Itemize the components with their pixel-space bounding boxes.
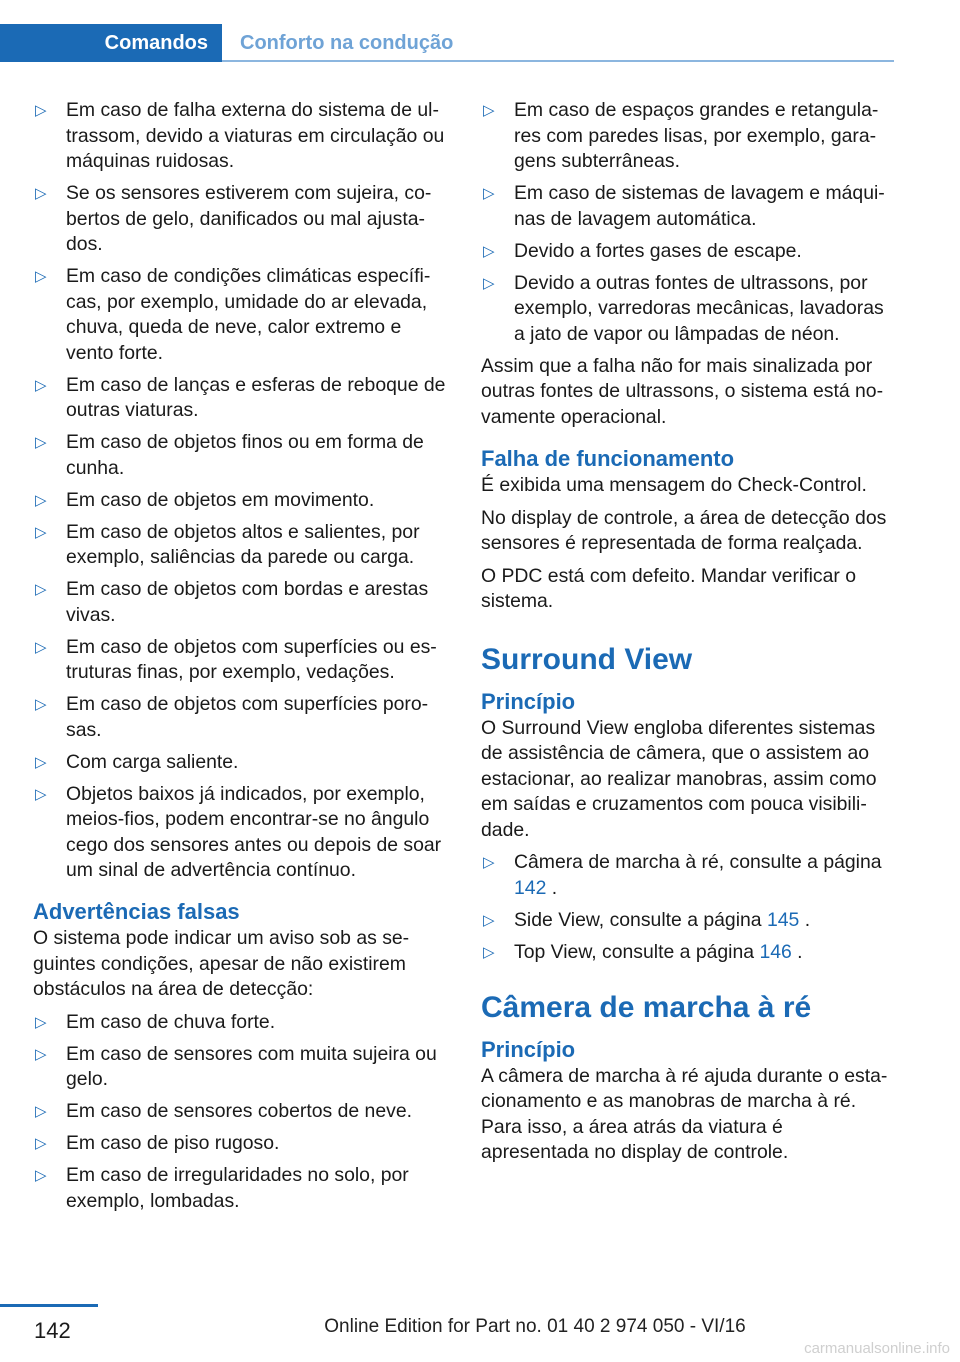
list-item [33, 430, 447, 481]
triangle-bullet-icon: ▷ [35, 696, 47, 713]
surround-view-heading: Surround View [481, 642, 693, 676]
triangle-bullet-icon: ▷ [35, 1135, 47, 1152]
list-item [481, 271, 895, 348]
list-item [33, 1042, 447, 1093]
list-item [481, 239, 895, 265]
rear-camera-text: A câmera de marcha à ré ajuda durante o estacionamento e as manobras de marcha à ré. Para isso, a área atrás da viatura é apresentada no display de controle. [481, 1064, 888, 1163]
list-item-text: Em caso de objetos altos e salientes, por exemplo, saliências da parede ou carga. [66, 520, 420, 568]
right-column [481, 98, 895, 1173]
list-item [33, 692, 447, 743]
list-item [481, 908, 895, 934]
triangle-bullet-icon: ▷ [35, 102, 47, 119]
list-item-text: Em caso de objetos finos ou em forma de cunha. [66, 431, 424, 479]
page-reference-link[interactable]: 146 [759, 940, 792, 963]
list-item-text: Em caso de objetos em movimento. [66, 488, 375, 511]
list-item [33, 488, 447, 514]
list-item [33, 181, 447, 258]
list-item [33, 1131, 447, 1157]
malfunction-text-1: É exibida uma mensagem do Check-Control. [481, 474, 867, 496]
page-number-rule [0, 1304, 98, 1307]
triangle-bullet-icon: ▷ [35, 268, 47, 285]
list-item [481, 850, 895, 901]
triangle-bullet-icon: ▷ [35, 491, 47, 509]
list-item-suffix: . [791, 940, 803, 963]
section-tab-active[interactable] [0, 24, 222, 62]
right-bullet-list-1 [481, 98, 895, 347]
list-item-text: Em caso de condições climáticas específicas, por exemplo, umidade do ar elevada, chuva, queda de neve, calor extremo e vento forte. [66, 265, 431, 364]
triangle-bullet-icon: ▷ [483, 274, 495, 292]
list-item-text: Side View, consulte a página [514, 908, 767, 931]
malfunction-heading: Falha de funcionamento [481, 446, 735, 471]
list-item [33, 750, 447, 776]
triangle-bullet-icon: ▷ [483, 185, 495, 202]
section-tab-inactive-label: Conforto na condução [240, 31, 454, 54]
list-item [481, 940, 895, 966]
header-rule [222, 60, 894, 62]
triangle-bullet-icon: ▷ [35, 753, 47, 771]
list-item-text: Em caso de piso rugoso. [66, 1132, 280, 1154]
rear-camera-heading: Câmera de marcha à ré [481, 990, 812, 1024]
list-item-text: Em caso de irregularidades no solo, por exemplo, lombadas. [66, 1164, 409, 1212]
section-tab-active-label: Comandos [104, 31, 208, 54]
list-item [33, 264, 447, 366]
list-item-text: Câmera de marcha à ré, consulte a página [514, 851, 882, 873]
list-item-suffix: . [546, 876, 558, 899]
surround-view-list [481, 850, 895, 965]
list-item-text: Em caso de sistemas de lavagem e máquinas de lavagem automática. [514, 182, 885, 230]
list-item-text: Com carga saliente. [66, 750, 239, 773]
false-alerts-text: O sistema pode indicar um aviso sob as seguintes condições, apesar de não existirem obstáculos na área de detecção: [33, 927, 410, 1000]
left-column [33, 98, 447, 1221]
surround-principle-heading: Princípio [481, 688, 576, 714]
triangle-bullet-icon: ▷ [35, 376, 47, 394]
triangle-bullet-icon: ▷ [483, 911, 495, 929]
list-item-text: Se os sensores estiverem com sujeira, cobertos de gelo, danificados ou mal ajustados. [66, 182, 432, 255]
triangle-bullet-icon: ▷ [35, 638, 47, 656]
left-bullet-list-2 [33, 1010, 447, 1215]
watermark: carmanualsonline.info [804, 1340, 950, 1357]
list-item [33, 98, 447, 175]
list-item [33, 520, 447, 571]
list-item [33, 635, 447, 686]
triangle-bullet-icon: ▷ [483, 102, 495, 119]
triangle-bullet-icon: ▷ [35, 1013, 47, 1031]
triangle-bullet-icon: ▷ [483, 854, 495, 871]
list-item-text: Em caso de espaços grandes e retangulares com paredes lisas, por exemplo, garagens subterrâneas. [514, 99, 879, 172]
triangle-bullet-icon: ▷ [483, 242, 495, 260]
list-item [33, 1163, 447, 1214]
page-reference-link[interactable]: 142 [514, 876, 547, 899]
triangle-bullet-icon: ▷ [35, 434, 47, 451]
list-item [33, 1099, 447, 1125]
false-alerts-heading: Advertências falsas [33, 899, 240, 924]
page-number: 142 [34, 1318, 71, 1343]
after-list-text: Assim que a falha não for mais sinalizada por outras fontes de ultrassons, o sistema está novamente operacional. [481, 354, 884, 428]
list-item-text: Em caso de objetos com superfícies porosas. [66, 693, 429, 741]
left-bullet-list-1 [33, 98, 447, 884]
list-item-text: Em caso de objetos com superfícies ou estruturas finas, por exemplo, vedações. [66, 635, 437, 683]
page-reference-link[interactable]: 145 [766, 908, 800, 931]
triangle-bullet-icon: ▷ [35, 581, 47, 598]
edition-footer: Online Edition for Part no. 01 40 2 974 050 - VI/16 [324, 1316, 746, 1337]
list-item [33, 1010, 447, 1036]
list-item-text: Top View, consulte a página [514, 940, 760, 963]
list-item-text: Devido a outras fontes de ultrassons, por exemplo, varredoras mecânicas, lavadoras a jato de vapor ou lâmpadas de néon. [514, 271, 884, 345]
list-item-text: Em caso de chuva forte. [66, 1010, 276, 1033]
triangle-bullet-icon: ▷ [483, 943, 495, 961]
list-item [33, 782, 447, 884]
list-item-text: Em caso de objetos com bordas e arestas vivas. [66, 578, 429, 626]
triangle-bullet-icon: ▷ [35, 185, 47, 202]
malfunction-text-2: No display de controle, a área de detecção dos sensores é representada de forma realçada. [481, 506, 887, 554]
list-item [33, 373, 447, 424]
list-item [33, 577, 447, 628]
rear-camera-principle-heading: Princípio [481, 1036, 576, 1062]
triangle-bullet-icon: ▷ [35, 1103, 47, 1120]
list-item-text: Em caso de lanças e esferas de reboque de outras viaturas. [66, 373, 446, 421]
page-header [0, 0, 960, 64]
list-item-text: Devido a fortes gases de escape. [514, 239, 802, 262]
triangle-bullet-icon: ▷ [35, 1167, 47, 1184]
surround-view-text: O Surround View engloba diferentes sistemas de assistência de câmera, que o assistem ao estacionar, ao realizar manobras, assim como em saídas e cruzamentos com pouca visibilidade. [481, 716, 877, 841]
list-item [481, 181, 895, 232]
malfunction-text-3: O PDC está com defeito. Mandar verificar o sistema. [481, 564, 857, 612]
list-item [481, 98, 895, 175]
list-item-text: Em caso de falha externa do sistema de ultrassom, devido a viaturas em circulação ou máquinas ruidosas. [66, 99, 445, 172]
triangle-bullet-icon: ▷ [35, 523, 47, 541]
list-item-text: Em caso de sensores com muita sujeira ou gelo. [66, 1042, 437, 1090]
list-item-text: Em caso de sensores cobertos de neve. [66, 1100, 412, 1122]
list-item-suffix: . [799, 908, 811, 931]
triangle-bullet-icon: ▷ [35, 1045, 47, 1063]
list-item-text: Objetos baixos já indicados, por exemplo, meios-fios, podem encontrar-se no ângulo cego dos sensores antes ou depois de soar um sinal de advertência contínuo. [66, 782, 442, 881]
triangle-bullet-icon: ▷ [35, 785, 47, 803]
section-tab-inactive[interactable] [222, 24, 453, 62]
